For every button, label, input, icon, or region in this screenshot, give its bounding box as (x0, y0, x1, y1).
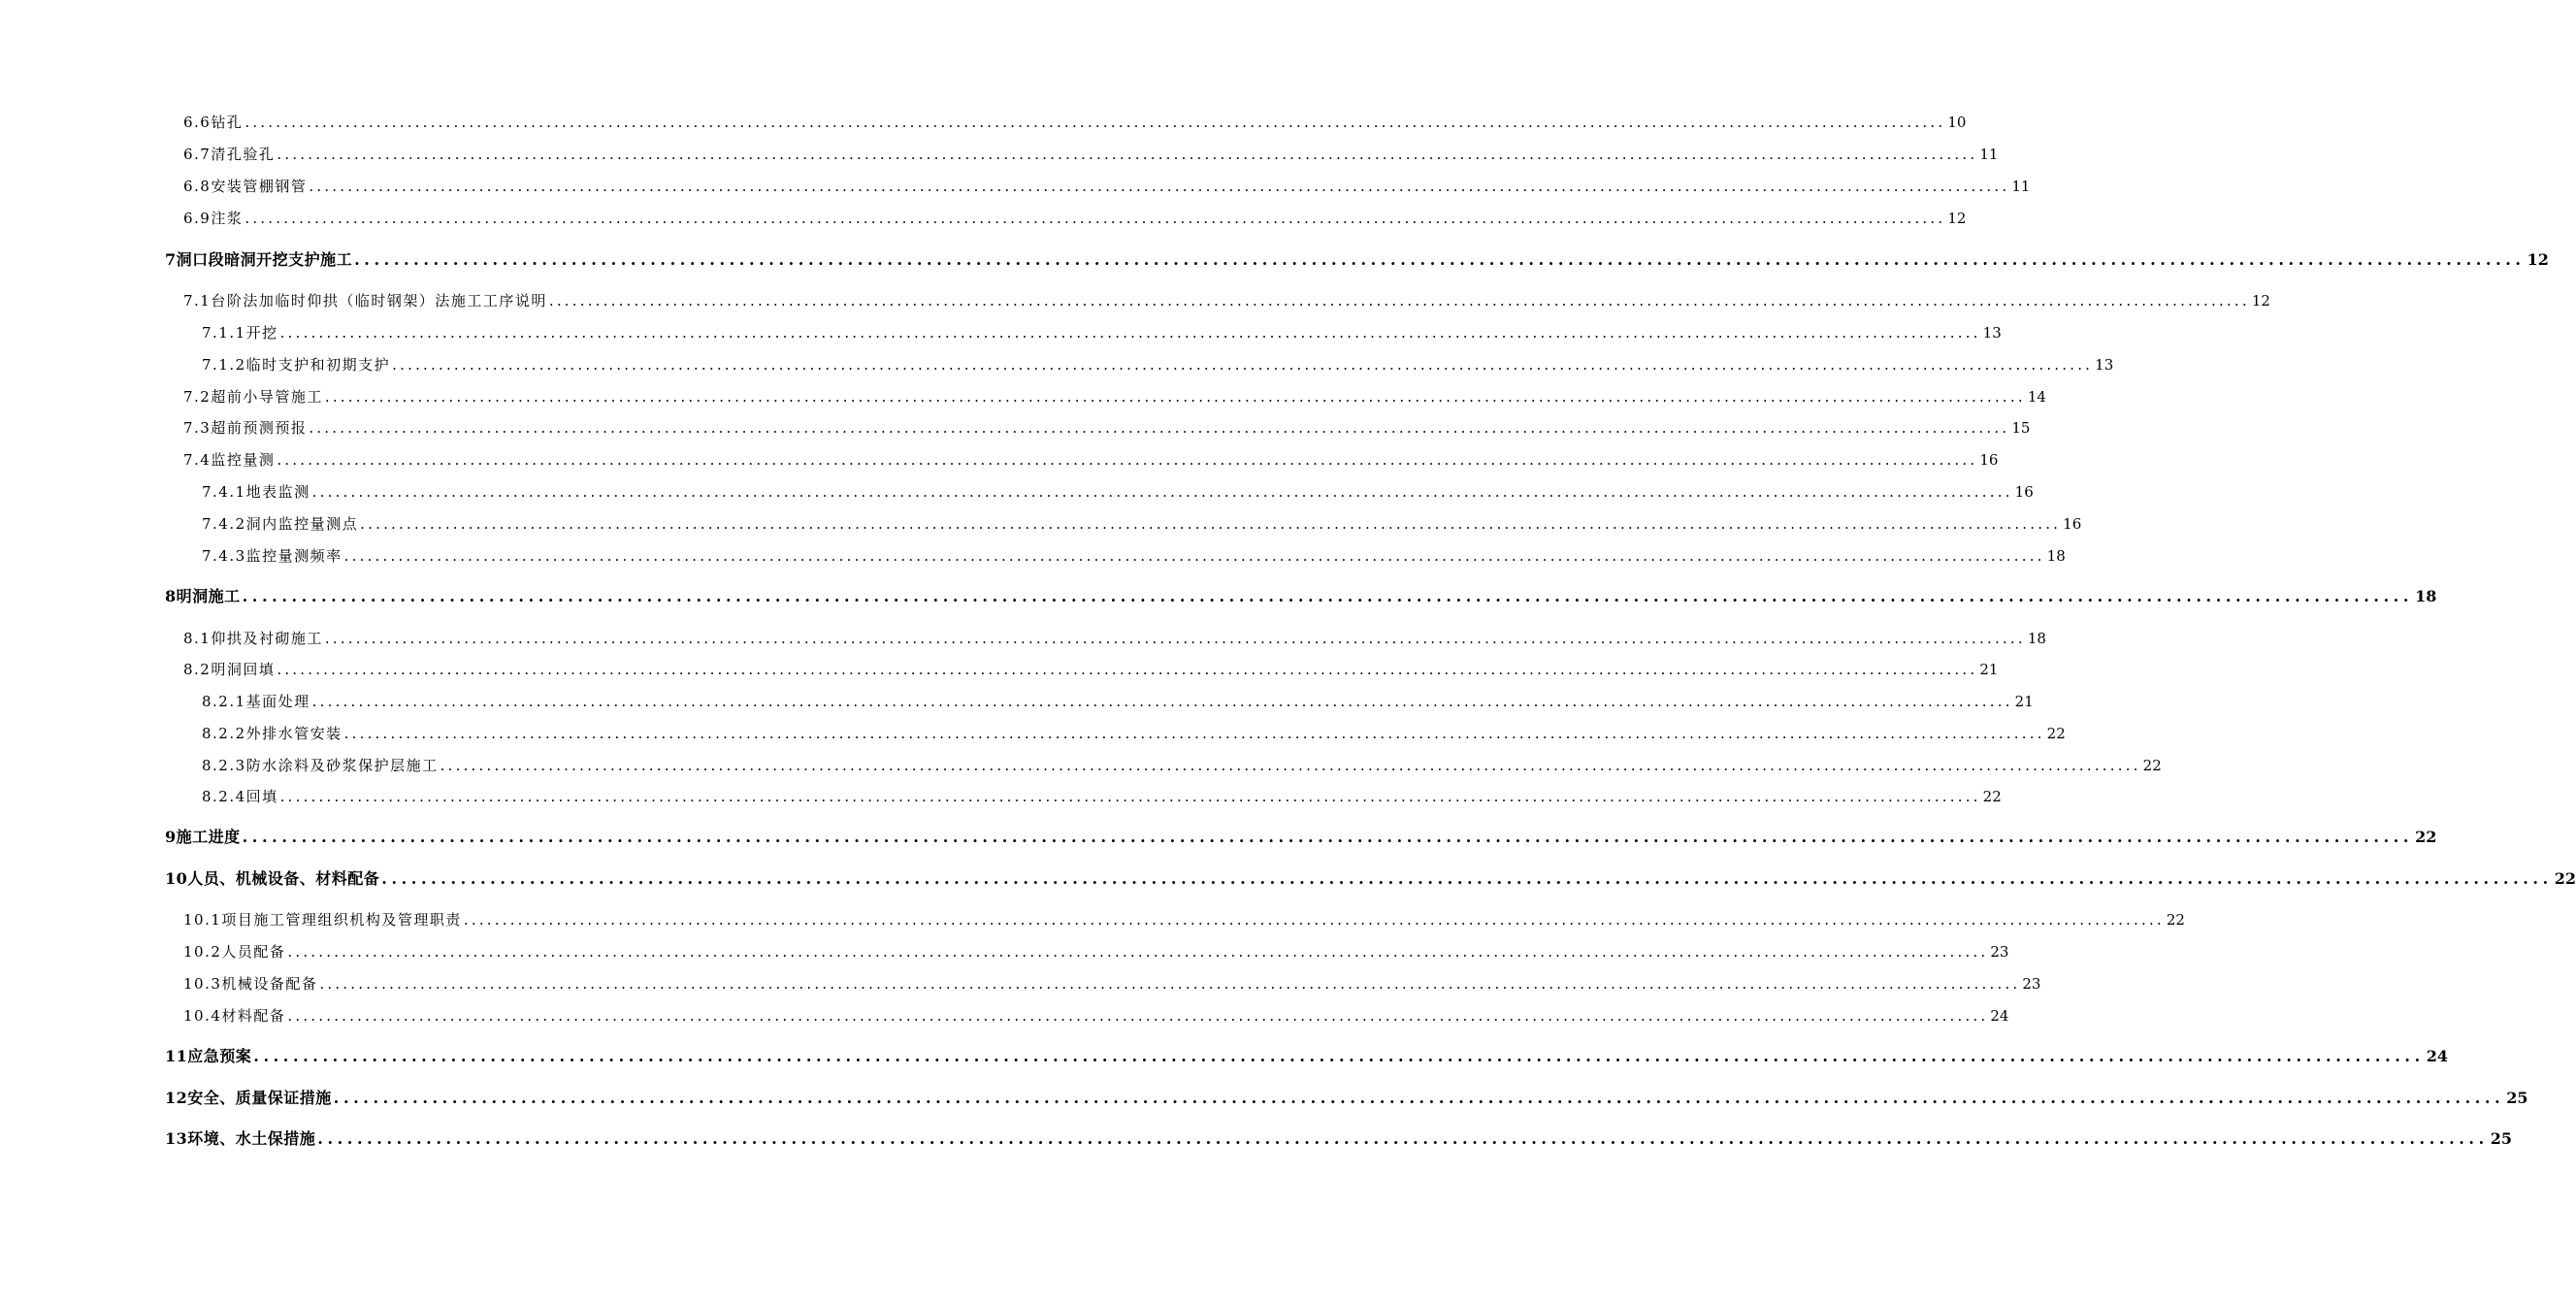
toc-page-number: 22 (1982, 788, 2002, 805)
toc-page-number: 22 (2554, 869, 2576, 888)
toc-page-number: 25 (2490, 1129, 2513, 1148)
toc-entry[interactable] (183, 175, 2031, 196)
toc-dot-leader: ............................................................................................................................................................................................................................ (354, 250, 2526, 269)
toc-dot-leader: ............................................................................................................................................................................................................................ (392, 356, 2094, 374)
toc-dot-leader: ............................................................................................................................................................................................................................ (277, 661, 1978, 678)
toc-entry[interactable] (165, 1127, 2513, 1149)
toc-entry-title: 10.1项目施工管理组织机构及管理职责 (183, 911, 462, 929)
toc-entry-title: 6.8安装管棚钢管 (183, 178, 308, 195)
toc-entry[interactable] (183, 627, 2046, 648)
toc-dot-leader: ............................................................................................................................................................................................................................ (360, 515, 2062, 533)
toc-page-number: 12 (2527, 250, 2549, 269)
toc-entry[interactable] (183, 289, 2270, 310)
toc-dot-leader: ............................................................................................................................................................................................................................ (343, 725, 2045, 742)
toc-entry[interactable] (183, 207, 1967, 228)
toc-entry[interactable] (183, 658, 1999, 679)
toc-page-number: 24 (2426, 1047, 2449, 1065)
toc-entry-title: 10人员、机械设备、材料配备 (165, 869, 380, 888)
toc-dot-leader: ............................................................................................................................................................................................................................ (381, 869, 2553, 888)
toc-entry[interactable] (183, 416, 2031, 438)
toc-entry[interactable] (165, 867, 2576, 889)
toc-entry-title: 7.3超前预测预报 (183, 419, 308, 437)
toc-entry-title: 7.1.1开挖 (202, 324, 278, 342)
toc-entry-title: 10.3机械设备配备 (183, 975, 318, 993)
toc-entry[interactable] (202, 512, 2082, 534)
toc-entry-title: 8.2.3防水涂料及砂浆保护层施工 (202, 757, 439, 774)
toc-entry-title: 7.4监控量测 (183, 451, 276, 469)
toc-entry-title: 8明洞施工 (165, 587, 241, 605)
toc-entry-title: 8.2.2外排水管安装 (202, 725, 342, 742)
toc-entry-title: 8.2.1基面处理 (202, 693, 310, 710)
toc-entry[interactable] (183, 111, 1967, 132)
toc-entry[interactable] (165, 1045, 2449, 1066)
toc-dot-leader: ............................................................................................................................................................................................................................ (463, 911, 2165, 929)
toc-entry[interactable] (183, 908, 2185, 929)
toc-page-number: 23 (1990, 943, 2009, 961)
toc-entry-title: 6.6钻孔 (183, 114, 244, 131)
toc-page-number: 11 (1979, 146, 1999, 163)
toc-dot-leader: ............................................................................................................................................................................................................................ (277, 146, 1978, 163)
toc-entry-title: 9施工进度 (165, 828, 241, 846)
toc-entry-title: 7.2超前小导管施工 (183, 388, 323, 406)
toc-dot-leader: ............................................................................................................................................................................................................................ (317, 1129, 2489, 1148)
toc-entry[interactable] (183, 972, 2041, 994)
toc-dot-leader: ............................................................................................................................................................................................................................ (548, 292, 2250, 310)
toc-entry[interactable] (202, 722, 2066, 743)
toc-page-number: 25 (2506, 1089, 2528, 1107)
toc-entry[interactable] (183, 385, 2046, 407)
toc-dot-leader: ............................................................................................................................................................................................................................ (311, 693, 2013, 710)
toc-dot-leader: ............................................................................................................................................................................................................................ (277, 451, 1978, 469)
toc-entry-title: 7.4.2洞内监控量测点 (202, 515, 359, 533)
toc-entry-title: 10.4材料配备 (183, 1007, 286, 1025)
toc-entry-title: 13环境、水土保措施 (165, 1129, 316, 1148)
toc-page-number: 21 (2014, 693, 2034, 710)
toc-entry[interactable] (202, 785, 2002, 806)
toc-entry[interactable] (165, 826, 2437, 847)
toc-dot-leader: ............................................................................................................................................................................................................................ (245, 210, 1946, 227)
toc-page-number: 14 (2027, 388, 2046, 406)
toc-entry-title: 7.1台阶法加临时仰拱（临时钢架）法施工工序说明 (183, 292, 547, 310)
toc-dot-leader: ............................................................................................................................................................................................................................ (324, 630, 2026, 647)
toc-entry[interactable] (202, 480, 2034, 502)
toc-dot-leader: ............................................................................................................................................................................................................................ (440, 757, 2141, 774)
toc-page-number: 13 (1982, 324, 2002, 342)
toc-entry-title: 7.4.1地表监测 (202, 483, 310, 501)
toc-dot-leader: ............................................................................................................................................................................................................................ (333, 1089, 2505, 1107)
toc-page-number: 18 (2415, 587, 2437, 605)
toc-dot-leader: ............................................................................................................................................................................................................................ (253, 1047, 2425, 1065)
toc-dot-leader: ............................................................................................................................................................................................................................ (279, 788, 1981, 805)
toc-dot-leader: ............................................................................................................................................................................................................................ (245, 114, 1946, 131)
toc-entry[interactable] (183, 448, 1999, 470)
toc-page-number: 21 (1979, 661, 1999, 678)
toc-dot-leader: ............................................................................................................................................................................................................................ (343, 547, 2045, 565)
toc-page-number: 22 (2166, 911, 2185, 929)
toc-page-number: 11 (2011, 178, 2031, 195)
toc-page-number: 16 (2063, 515, 2082, 533)
toc-page-number: 16 (2014, 483, 2034, 501)
toc-entry[interactable] (202, 544, 2066, 566)
toc-entry[interactable] (183, 940, 2009, 962)
toc-page-number: 15 (2011, 419, 2031, 437)
toc-dot-leader: ............................................................................................................................................................................................................................ (242, 828, 2414, 846)
toc-dot-leader: ............................................................................................................................................................................................................................ (319, 975, 2021, 993)
toc-entry-title: 7洞口段暗洞开挖支护施工 (165, 250, 353, 269)
toc-entry-title: 8.1仰拱及衬砌施工 (183, 630, 323, 647)
toc-entry[interactable] (183, 143, 1999, 164)
toc-page-number: 22 (2046, 725, 2066, 742)
toc-entry[interactable] (202, 321, 2002, 342)
toc-dot-leader: ............................................................................................................................................................................................................................ (311, 483, 2013, 501)
toc-dot-leader: ............................................................................................................................................................................................................................ (279, 324, 1981, 342)
toc-entry-title: 7.1.2临时支护和初期支护 (202, 356, 391, 374)
toc-page-number: 24 (1990, 1007, 2009, 1025)
toc-page-number: 22 (2415, 828, 2437, 846)
toc-page-number: 12 (1947, 210, 1967, 227)
toc-dot-leader: ............................................................................................................................................................................................................................ (309, 419, 2010, 437)
toc-dot-leader: ............................................................................................................................................................................................................................ (324, 388, 2026, 406)
toc-entry[interactable] (165, 1087, 2528, 1108)
toc-entry[interactable] (165, 248, 2549, 270)
toc-entry-title: 6.7清孔验孔 (183, 146, 276, 163)
toc-entry-title: 6.9注浆 (183, 210, 244, 227)
toc-entry[interactable] (165, 585, 2437, 606)
toc-dot-leader: ............................................................................................................................................................................................................................ (287, 943, 1989, 961)
toc-entry[interactable] (202, 353, 2114, 375)
toc-entry-title: 10.2人员配备 (183, 943, 286, 961)
toc-dot-leader: ............................................................................................................................................................................................................................ (242, 587, 2414, 605)
toc-page-number: 13 (2095, 356, 2114, 374)
toc-page-number: 18 (2027, 630, 2046, 647)
toc-page-number: 18 (2046, 547, 2066, 565)
toc-page-number: 12 (2251, 292, 2270, 310)
toc-page-number: 10 (1947, 114, 1967, 131)
toc-entry-title: 11应急预案 (165, 1047, 252, 1065)
toc-entry-title: 7.4.3监控量测频率 (202, 547, 342, 565)
toc-entry-title: 8.2明洞回填 (183, 661, 276, 678)
toc-dot-leader: ............................................................................................................................................................................................................................ (309, 178, 2010, 195)
toc-dot-leader: ............................................................................................................................................................................................................................ (287, 1007, 1989, 1025)
toc-entry-title: 12安全、质量保证措施 (165, 1089, 332, 1107)
toc-entry[interactable] (202, 690, 2034, 711)
toc-page-number: 23 (2022, 975, 2041, 993)
toc-entry[interactable] (202, 754, 2162, 775)
toc-entry[interactable] (183, 1004, 2009, 1026)
toc-page-number: 22 (2142, 757, 2162, 774)
toc-page-number: 16 (1979, 451, 1999, 469)
toc-entry-title: 8.2.4回填 (202, 788, 278, 805)
